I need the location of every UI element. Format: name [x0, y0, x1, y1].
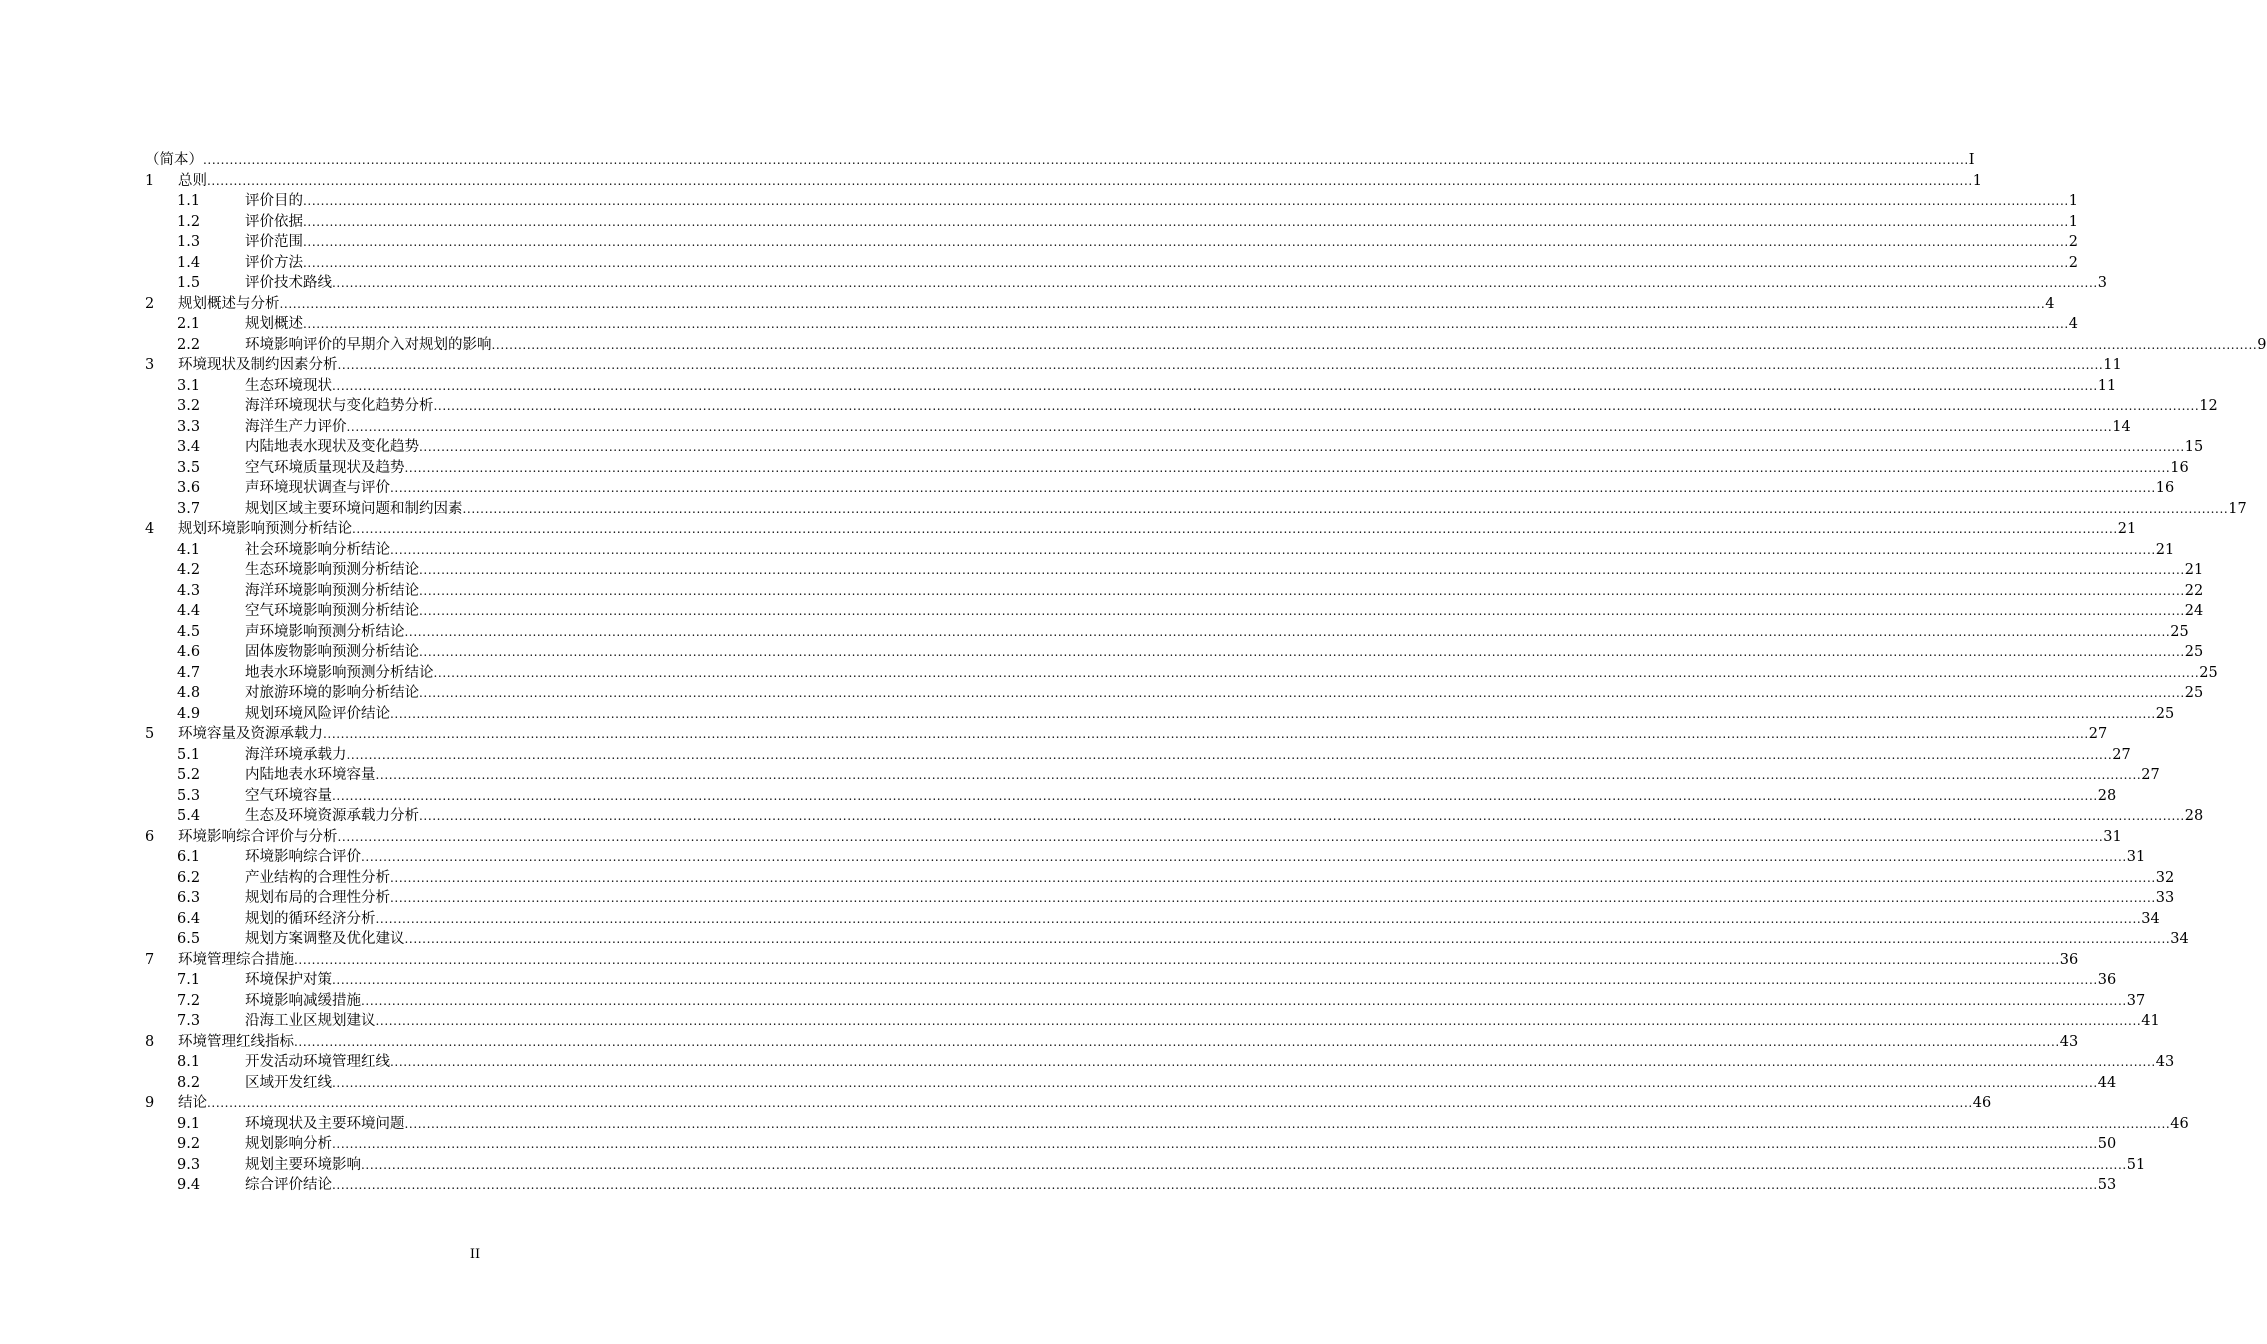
toc-entry-title: 海洋环境影响预测分析结论	[245, 582, 419, 599]
toc-leader-dots: ................................................................................................................................................................................................................................................................................................................................................................................................................	[433, 399, 2200, 413]
toc-leader-dots: ................................................................................................................................................................................................................................................................................................................................................................................................................	[390, 481, 2156, 495]
toc-entry-title: 空气环境影响预测分析结论	[245, 603, 419, 619]
toc-entry[interactable]	[145, 1073, 2117, 1094]
toc-leader-dots: ................................................................................................................................................................................................................................................................................................................................................................................................................	[279, 296, 2046, 311]
toc-entry-number: 5	[145, 726, 155, 742]
toc-entry-number: 1.4	[177, 254, 201, 271]
toc-entry[interactable]	[145, 704, 2175, 725]
toc-entry-title: 环境保护对策	[245, 972, 332, 988]
toc-entry-page: 9	[2257, 336, 2267, 353]
toc-entry-page: 34	[2141, 910, 2160, 927]
toc-entry-page: 46	[1972, 1095, 1992, 1111]
toc-entry-title: 地表水环境影响预测分析结论	[245, 664, 434, 681]
toc-entry-number: 4.1	[177, 541, 201, 558]
toc-leader-dots: ................................................................................................................................................................................................................................................................................................................................................................................................................	[419, 440, 2185, 454]
toc-entry-title: 规划影响分析	[245, 1136, 332, 1152]
toc-entry-title: 规划区域主要环境问题和制约因素	[245, 500, 463, 517]
toc-entry[interactable]	[145, 663, 2218, 684]
toc-entry-page: 16	[2170, 459, 2189, 476]
toc-entry-page: 21	[2117, 521, 2137, 537]
toc-entry-page: 27	[2141, 767, 2160, 783]
toc-entry[interactable]	[145, 991, 2146, 1012]
toc-entry[interactable]	[145, 355, 2122, 376]
toc-entry-page: 25	[2155, 705, 2175, 722]
toc-leader-dots: ................................................................................................................................................................................................................................................................................................................................................................................................................	[303, 194, 2069, 208]
toc-entry-title: 综合评价结论	[245, 1177, 332, 1193]
toc-entry[interactable]	[145, 499, 2247, 520]
toc-leader-dots: ................................................................................................................................................................................................................................................................................................................................................................................................................	[390, 706, 2156, 721]
toc-entry[interactable]	[145, 765, 2160, 786]
toc-entry-title: 规划概述与分析	[178, 295, 280, 312]
toc-entry-page: 28	[2097, 787, 2117, 804]
toc-entry[interactable]	[145, 786, 2117, 807]
toc-entry-page: 31	[2126, 849, 2146, 865]
toc-entry-number: 8.1	[177, 1054, 201, 1070]
toc-entry-title: 开发活动环境管理红线	[245, 1054, 390, 1070]
toc-entry[interactable]	[145, 1032, 2079, 1053]
toc-entry-page: 25	[2184, 644, 2204, 660]
toc-entry-number: 3.1	[177, 377, 201, 394]
toc-entry[interactable]	[145, 417, 2131, 438]
toc-entry[interactable]	[145, 1134, 2117, 1155]
toc-entry-number: 6.3	[177, 890, 201, 906]
toc-entry-title: 规划布局的合理性分析	[245, 890, 390, 906]
toc-entry-page: 11	[2097, 377, 2117, 394]
toc-entry-number: 4.6	[177, 644, 201, 660]
toc-entry[interactable]	[145, 683, 2204, 704]
toc-entry-title: 生态环境影响预测分析结论	[245, 562, 419, 578]
page-number: II	[469, 1247, 481, 1262]
toc-leader-dots: ................................................................................................................................................................................................................................................................................................................................................................................................................	[404, 932, 2171, 946]
toc-entry[interactable]	[145, 560, 2204, 581]
toc-leader-dots: ................................................................................................................................................................................................................................................................................................................................................................................................................	[375, 768, 2142, 782]
toc-entry-number: 1.2	[177, 213, 201, 230]
toc-leader-dots: ................................................................................................................................................................................................................................................................................................................................................................................................................	[433, 665, 2200, 680]
toc-leader-dots: ................................................................................................................................................................................................................................................................................................................................................................................................................	[332, 1075, 2098, 1090]
toc-entry-title: 环境影响综合评价	[245, 849, 361, 865]
toc-entry-page: 1	[2068, 213, 2079, 230]
toc-entry[interactable]	[145, 314, 2079, 335]
toc-entry-title: 海洋环境现状与变化趋势分析	[245, 398, 434, 414]
toc-entry-number: 4.8	[177, 685, 201, 701]
toc-leader-dots: ................................................................................................................................................................................................................................................................................................................................................................................................................	[390, 542, 2156, 557]
toc-entry-title: 对旅游环境的影响分析结论	[245, 685, 419, 701]
toc-entry[interactable]	[145, 806, 2204, 827]
toc-entry-number: 1.1	[177, 193, 201, 209]
toc-entry[interactable]	[145, 519, 2137, 540]
toc-entry-title: 沿海工业区规划建议	[245, 1013, 376, 1029]
toc-entry-title: 海洋环境承载力	[245, 746, 347, 763]
toc-leader-dots: ................................................................................................................................................................................................................................................................................................................................................................................................................	[332, 1137, 2098, 1151]
toc-entry[interactable]	[145, 929, 2189, 950]
toc-entry[interactable]	[145, 540, 2175, 561]
toc-entry-number: 3.2	[177, 398, 201, 414]
toc-leader-dots: ................................................................................................................................................................................................................................................................................................................................................................................................................	[337, 829, 2104, 844]
toc-entry[interactable]	[145, 294, 2055, 315]
toc-entry-page: 51	[2126, 1156, 2146, 1173]
toc-entry-title: 评价方法	[245, 254, 303, 271]
toc-entry-page: 4	[2045, 295, 2055, 312]
toc-leader-dots: ................................................................................................................................................................................................................................................................................................................................................................................................................	[375, 1014, 2142, 1028]
toc-entry-page: 25	[2170, 623, 2189, 640]
toc-entry-page: 27	[2088, 726, 2108, 742]
toc-entry[interactable]	[145, 745, 2131, 766]
toc-entry-page: 41	[2141, 1013, 2160, 1029]
toc-entry-number: 3.5	[177, 459, 201, 476]
toc-entry-title: 产业结构的合理性分析	[245, 869, 390, 886]
toc-entry-number: 3	[145, 357, 155, 373]
toc-entry-title: 总则	[178, 172, 207, 189]
toc-leader-dots: ................................................................................................................................................................................................................................................................................................................................................................................................................	[332, 1178, 2098, 1192]
toc-entry-number: 9	[145, 1095, 155, 1111]
toc-entry-page: 1	[1972, 172, 1983, 189]
toc-entry-page: 16	[2155, 480, 2175, 496]
toc-entry-number: 5.1	[177, 746, 201, 763]
toc-entry-number: 6.5	[177, 931, 201, 947]
toc-entry[interactable]	[145, 1052, 2175, 1073]
toc-leader-dots: ................................................................................................................................................................................................................................................................................................................................................................................................................	[303, 255, 2069, 270]
toc-entry[interactable]	[145, 909, 2160, 930]
toc-entry-title: 环境管理综合措施	[178, 951, 294, 968]
toc-leader-dots: ................................................................................................................................................................................................................................................................................................................................................................................................................	[404, 624, 2171, 639]
toc-entry-page: 53	[2097, 1177, 2117, 1193]
toc-entry-title: 空气环境容量	[245, 787, 332, 804]
toc-entry-page: 15	[2184, 439, 2204, 455]
toc-entry-title: 环境现状及制约因素分析	[178, 357, 338, 373]
toc-leader-dots: ................................................................................................................................................................................................................................................................................................................................................................................................................	[303, 317, 2069, 331]
toc-entry[interactable]	[145, 642, 2204, 663]
toc-entry[interactable]	[145, 868, 2175, 889]
toc-entry[interactable]	[145, 253, 2079, 274]
toc-entry[interactable]	[145, 212, 2079, 233]
toc-entry-number: 5.4	[177, 808, 201, 824]
toc-entry-title: 环境影响减缓措施	[245, 992, 361, 1009]
toc-entry-page: 50	[2097, 1136, 2117, 1152]
toc-entry-number: 7.3	[177, 1013, 201, 1029]
toc-leader-dots: ................................................................................................................................................................................................................................................................................................................................................................................................................	[375, 911, 2142, 926]
toc-entry-page: 11	[2103, 357, 2122, 373]
toc-entry-title: 规划的循环经济分析	[245, 910, 376, 927]
toc-entry-number: 6.1	[177, 849, 201, 865]
toc-entry-title: 生态及环境资源承载力分析	[245, 808, 419, 824]
toc-entry-number: 4.9	[177, 705, 201, 722]
toc-entry-number: 7.1	[177, 972, 201, 988]
toc-entry-number: 4.4	[177, 603, 201, 619]
toc-leader-dots: ................................................................................................................................................................................................................................................................................................................................................................................................................	[462, 501, 2229, 516]
toc-entry-number: 2.2	[177, 336, 201, 353]
toc-entry-number: 3.3	[177, 418, 201, 435]
toc-entry-title: 社会环境影响分析结论	[245, 541, 390, 558]
toc-leader-dots: ................................................................................................................................................................................................................................................................................................................................................................................................................	[346, 419, 2113, 434]
toc-entry-page: I	[1968, 152, 1975, 168]
toc-entry-page: 33	[2155, 890, 2175, 906]
toc-leader-dots: ................................................................................................................................................................................................................................................................................................................................................................................................................	[419, 583, 2185, 598]
toc-entry-page: 43	[2059, 1033, 2079, 1050]
toc-entry-title: 规划环境影响预测分析结论	[178, 521, 352, 537]
toc-leader-dots: ................................................................................................................................................................................................................................................................................................................................................................................................................	[361, 850, 2127, 864]
toc-entry-number: 2	[145, 295, 155, 312]
toc-entry-page: 2	[2068, 234, 2079, 250]
toc-leader-dots: ................................................................................................................................................................................................................................................................................................................................................................................................................	[390, 870, 2156, 885]
toc-entry[interactable]	[145, 1114, 2189, 1135]
toc-entry[interactable]	[145, 191, 2079, 212]
toc-entry-title: 声环境现状调查与评价	[245, 480, 390, 496]
toc-leader-dots: ................................................................................................................................................................................................................................................................................................................................................................................................................	[346, 747, 2113, 762]
toc-entry-title: 环境现状及主要环境问题	[245, 1115, 405, 1132]
toc-entry-title: 规划环境风险评价结论	[245, 705, 390, 722]
toc-entry-number: 4.5	[177, 623, 201, 640]
toc-leader-dots: ................................................................................................................................................................................................................................................................................................................................................................................................................	[419, 563, 2185, 577]
toc-entry-title: 环境容量及资源承载力	[178, 726, 323, 742]
toc-leader-dots: ................................................................................................................................................................................................................................................................................................................................................................................................................	[332, 276, 2098, 290]
toc-entry-title: 海洋生产力评价	[245, 418, 347, 435]
toc-entry-title: 环境管理红线指标	[178, 1033, 294, 1050]
toc-entry-page: 2	[2068, 254, 2079, 271]
toc-entry-page: 4	[2068, 316, 2079, 332]
toc-leader-dots: ................................................................................................................................................................................................................................................................................................................................................................................................................	[323, 727, 2089, 741]
toc-entry-page: 44	[2097, 1074, 2117, 1091]
toc-leader-dots: ................................................................................................................................................................................................................................................................................................................................................................................................................	[419, 809, 2185, 823]
toc-entry[interactable]	[145, 1011, 2160, 1032]
toc-leader-dots: ................................................................................................................................................................................................................................................................................................................................................................................................................	[207, 173, 1973, 188]
toc-entry[interactable]	[145, 622, 2189, 643]
toc-entry-number: 7.2	[177, 992, 201, 1009]
toc-entry-page: 37	[2126, 992, 2146, 1009]
toc-entry[interactable]	[145, 581, 2204, 602]
toc-entry-title: 结论	[178, 1095, 207, 1111]
toc-entry-number: 7	[145, 951, 155, 968]
toc-entry-page: 34	[2170, 931, 2189, 947]
toc-entry-page: 12	[2199, 398, 2218, 414]
toc-entry-number: 6	[145, 828, 155, 845]
toc-entry-page: 25	[2199, 664, 2218, 681]
toc-entry[interactable]	[145, 437, 2204, 458]
toc-entry[interactable]	[145, 232, 2079, 253]
toc-entry[interactable]	[145, 970, 2117, 991]
toc-entry-title: 规划概述	[245, 316, 303, 332]
toc-entry-page: 46	[2170, 1115, 2189, 1132]
toc-entry-number: 1.3	[177, 234, 201, 250]
toc-entry[interactable]	[145, 458, 2189, 479]
toc-entry[interactable]	[145, 827, 2122, 848]
toc-entry-number: 6.4	[177, 910, 201, 927]
toc-entry-page: 21	[2184, 562, 2204, 578]
toc-entry-page: 36	[2059, 951, 2079, 968]
toc-entry[interactable]	[145, 847, 2146, 868]
toc-leader-dots: ................................................................................................................................................................................................................................................................................................................................................................................................................	[303, 214, 2069, 229]
toc-entry[interactable]	[145, 150, 1975, 171]
toc-entry-number: 3.7	[177, 500, 201, 517]
toc-entry[interactable]	[145, 950, 2079, 971]
toc-leader-dots: ................................................................................................................................................................................................................................................................................................................................................................................................................	[332, 378, 2098, 393]
toc-entry-number: 5.3	[177, 787, 201, 804]
toc-entry-number: 9.4	[177, 1177, 201, 1193]
toc-entry-number: 5.2	[177, 767, 201, 783]
toc-entry-number: 4	[145, 521, 155, 537]
toc-leader-dots: ................................................................................................................................................................................................................................................................................................................................................................................................................	[404, 460, 2171, 475]
toc-leader-dots: ................................................................................................................................................................................................................................................................................................................................................................................................................	[361, 993, 2127, 1008]
toc-entry-page: 25	[2184, 685, 2204, 701]
toc-entry[interactable]	[145, 601, 2204, 622]
toc-entry-title: 固体废物影响预测分析结论	[245, 644, 419, 660]
toc-entry[interactable]	[145, 1175, 2117, 1196]
toc-entry-title: 空气环境质量现状及趋势	[245, 459, 405, 476]
toc-entry-number: 8.2	[177, 1074, 201, 1091]
toc-leader-dots: ................................................................................................................................................................................................................................................................................................................................................................................................................	[390, 891, 2156, 905]
toc-leader-dots: ................................................................................................................................................................................................................................................................................................................................................................................................................	[294, 1034, 2060, 1049]
toc-leader-dots: ................................................................................................................................................................................................................................................................................................................................................................................................................	[361, 1157, 2127, 1172]
toc-entry-number: 1.5	[177, 275, 201, 291]
toc-entry-page: 17	[2228, 500, 2247, 517]
toc-entry[interactable]	[145, 335, 2267, 356]
toc-entry-title: 规划主要环境影响	[245, 1156, 361, 1173]
toc-entry-title: 环境影响评价的早期介入对规划的影响	[245, 336, 492, 353]
toc-entry-number: 1	[145, 172, 155, 189]
toc-entry[interactable]	[145, 376, 2117, 397]
toc-entry-number: 3.6	[177, 480, 201, 496]
toc-entry-number: 3.4	[177, 439, 201, 455]
toc-entry-page: 28	[2184, 808, 2204, 824]
toc-leader-dots: ................................................................................................................................................................................................................................................................................................................................................................................................................	[337, 358, 2104, 372]
toc-entry[interactable]	[145, 478, 2175, 499]
toc-entry-number: 4.7	[177, 664, 201, 681]
toc-entry-number: 2.1	[177, 316, 201, 332]
toc-leader-dots: ................................................................................................................................................................................................................................................................................................................................................................................................................	[332, 788, 2098, 803]
toc-entry-page: 1	[2068, 193, 2079, 209]
toc-entry-title: 规划方案调整及优化建议	[245, 931, 405, 947]
toc-entry-number: 9.1	[177, 1115, 201, 1132]
toc-entry-number: 6.2	[177, 869, 201, 886]
toc-entry-title: 内陆地表水现状及变化趋势	[245, 439, 419, 455]
toc-entry-title: 内陆地表水环境容量	[245, 767, 376, 783]
toc-leader-dots: ................................................................................................................................................................................................................................................................................................................................................................................................................	[207, 1096, 1973, 1110]
toc-leader-dots: ................................................................................................................................................................................................................................................................................................................................................................................................................	[332, 973, 2098, 987]
toc-entry[interactable]	[145, 888, 2175, 909]
toc-leader-dots: ................................................................................................................................................................................................................................................................................................................................................................................................................	[419, 686, 2185, 700]
toc-entry-page: 36	[2097, 972, 2117, 988]
toc-entry-page: 3	[2097, 275, 2108, 291]
toc-entry-title: 区域开发红线	[245, 1074, 332, 1091]
toc-leader-dots: ................................................................................................................................................................................................................................................................................................................................................................................................................	[303, 235, 2069, 249]
toc-entry-number: 9.2	[177, 1136, 201, 1152]
table-of-contents	[145, 150, 2267, 1196]
toc-entry-number: 8	[145, 1033, 155, 1050]
toc-entry-title: 环境影响综合评价与分析	[178, 828, 338, 845]
toc-leader-dots: ................................................................................................................................................................................................................................................................................................................................................................................................................	[352, 522, 2118, 536]
toc-leader-dots: ................................................................................................................................................................................................................................................................................................................................................................................................................	[491, 337, 2258, 352]
toc-entry-page: 22	[2184, 582, 2204, 599]
toc-entry-page: 31	[2103, 828, 2122, 845]
toc-entry-page: 24	[2184, 603, 2204, 619]
toc-entry-page: 27	[2112, 746, 2131, 763]
toc-leader-dots: ................................................................................................................................................................................................................................................................................................................................................................................................................	[203, 153, 1969, 167]
toc-entry-page: 21	[2155, 541, 2175, 558]
toc-entry-title: 声环境影响预测分析结论	[245, 623, 405, 640]
toc-entry[interactable]	[145, 1093, 1992, 1114]
toc-entry-title: 评价技术路线	[245, 275, 332, 291]
toc-leader-dots: ................................................................................................................................................................................................................................................................................................................................................................................................................	[419, 604, 2185, 618]
toc-entry-page: 43	[2155, 1054, 2175, 1070]
toc-leader-dots: ................................................................................................................................................................................................................................................................................................................................................................................................................	[390, 1055, 2156, 1069]
toc-entry-title: 评价目的	[245, 193, 303, 209]
toc-leader-dots: ................................................................................................................................................................................................................................................................................................................................................................................................................	[419, 645, 2185, 659]
toc-entry-number: 4.3	[177, 582, 201, 599]
toc-entry[interactable]	[145, 396, 2218, 417]
toc-leader-dots: ................................................................................................................................................................................................................................................................................................................................................................................................................	[294, 952, 2060, 967]
toc-entry[interactable]	[145, 273, 2108, 294]
toc-entry-number: 9.3	[177, 1156, 201, 1173]
toc-entry-number: 4.2	[177, 562, 201, 578]
toc-entry-page: 14	[2112, 418, 2131, 435]
toc-entry-title: 评价依据	[245, 213, 303, 230]
toc-entry[interactable]	[145, 1155, 2146, 1176]
toc-entry[interactable]	[145, 171, 1983, 192]
toc-entry-title: 生态环境现状	[245, 377, 332, 394]
toc-leader-dots: ................................................................................................................................................................................................................................................................................................................................................................................................................	[404, 1116, 2171, 1131]
toc-entry-page: 32	[2155, 869, 2175, 886]
toc-entry-title: 评价范围	[245, 234, 303, 250]
toc-entry[interactable]	[145, 724, 2108, 745]
toc-entry-title: （简本）	[145, 152, 203, 168]
